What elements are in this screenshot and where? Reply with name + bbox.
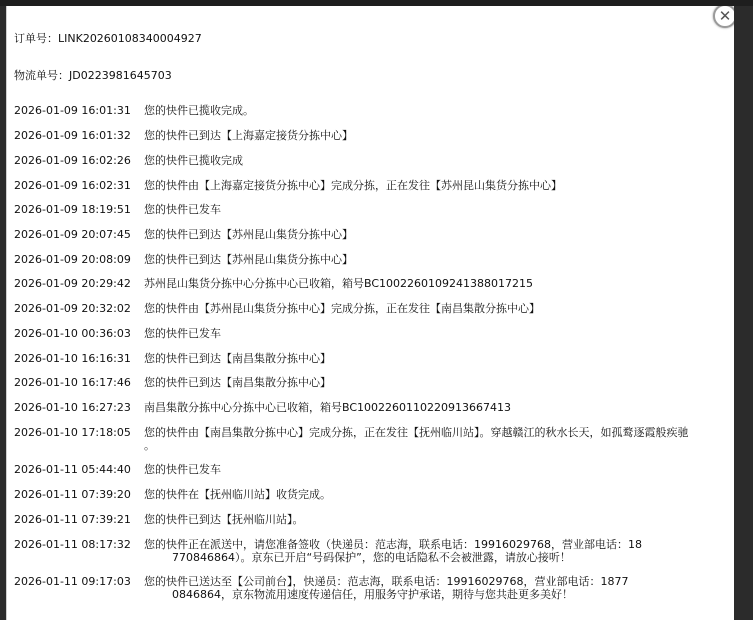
log-message: 您的快件由【苏州昆山集货分拣中心】完成分拣，正在发往【南昌集散分拣中心】 <box>144 302 540 315</box>
log-time: 2026-01-11 07:39:21 <box>14 513 131 526</box>
log-message: 您的快件已揽收完成。 <box>144 104 254 117</box>
log-time: 2026-01-09 20:07:45 <box>14 228 131 241</box>
log-message: 您的快件已发车 <box>144 203 221 216</box>
log-message: 苏州昆山集货分拣中心分拣中心已收箱，箱号BC1002260109241388017215 <box>144 277 533 290</box>
log-time: 2026-01-09 16:02:26 <box>14 154 131 167</box>
tracking-number-label: 物流单号： <box>14 69 69 82</box>
tracking-number-line <box>14 67 172 83</box>
log-message: 您的快件已到达【南昌集散分拣中心】 <box>144 352 331 365</box>
log-time: 2026-01-11 07:39:20 <box>14 488 131 501</box>
log-message: 您的快件已到达【南昌集散分拣中心】 <box>144 376 331 389</box>
log-time: 2026-01-09 18:19:51 <box>14 203 131 216</box>
log-message: 您的快件已发车 <box>144 463 221 476</box>
log-message: 您的快件由【南昌集散分拣中心】完成分拣，正在发往【抚州临川站】。穿越赣江的秋水长天，如孤鹜逐霞般疾驰 。 <box>144 426 689 452</box>
log-time: 2026-01-10 16:17:46 <box>14 376 131 389</box>
log-time: 2026-01-09 16:01:32 <box>14 129 131 142</box>
log-time: 2026-01-10 00:36:03 <box>14 327 131 340</box>
log-time: 2026-01-10 16:16:31 <box>14 352 131 365</box>
log-message: 您的快件正在派送中，请您准备签收（快递员：范志海，联系电话：19916029768，营业部电话：18 770846864）。京东已开启“号码保护”，您的电话隐私不会被泄露，请放心接听！ <box>144 538 642 564</box>
log-time: 2026-01-09 20:29:42 <box>14 277 131 290</box>
order-number-value: LINK20260108340004927 <box>58 32 202 45</box>
log-time: 2026-01-09 20:08:09 <box>14 253 131 266</box>
log-message: 您的快件由【上海嘉定接货分拣中心】完成分拣，正在发往【苏州昆山集货分拣中心】 <box>144 179 562 192</box>
order-number-line <box>14 30 202 46</box>
log-time: 2026-01-10 16:27:23 <box>14 401 131 414</box>
log-message: 您的快件已揽收完成 <box>144 154 243 167</box>
log-time: 2026-01-11 09:17:03 <box>14 575 131 588</box>
log-message: 您的快件已到达【苏州昆山集货分拣中心】 <box>144 228 353 241</box>
log-message: 您的快件已到达【上海嘉定接货分拣中心】 <box>144 129 353 142</box>
log-message: 您的快件已发车 <box>144 327 221 340</box>
order-number-label: 订单号： <box>14 32 58 45</box>
log-time: 2026-01-09 16:01:31 <box>14 104 131 117</box>
tracking-number-value: JD0223981645703 <box>69 69 172 82</box>
log-time: 2026-01-09 16:02:31 <box>14 179 131 192</box>
scrollbar-track[interactable] <box>734 6 753 620</box>
log-message: 您的快件已送达至【公司前台】，快递员：范志海，联系电话：19916029768，营业部电话：1877 0846864，京东物流用速度传递信任，用服务守护承诺，期待与您共赴更多美好！ <box>144 575 629 601</box>
log-time: 2026-01-11 08:17:32 <box>14 538 131 551</box>
log-message: 您的快件已到达【苏州昆山集货分拣中心】 <box>144 253 353 266</box>
log-time: 2026-01-11 05:44:40 <box>14 463 131 476</box>
tracking-detail-panel <box>6 6 735 620</box>
log-time: 2026-01-09 20:32:02 <box>14 302 131 315</box>
log-time: 2026-01-10 17:18:05 <box>14 426 131 439</box>
close-icon[interactable]: ✕ <box>713 6 735 28</box>
log-message: 您的快件已到达【抚州临川站】。 <box>144 513 304 526</box>
log-message: 您的快件在【抚州临川站】收货完成。 <box>144 488 331 501</box>
log-message: 南昌集散分拣中心分拣中心已收箱，箱号BC1002260110220913667413 <box>144 401 512 414</box>
